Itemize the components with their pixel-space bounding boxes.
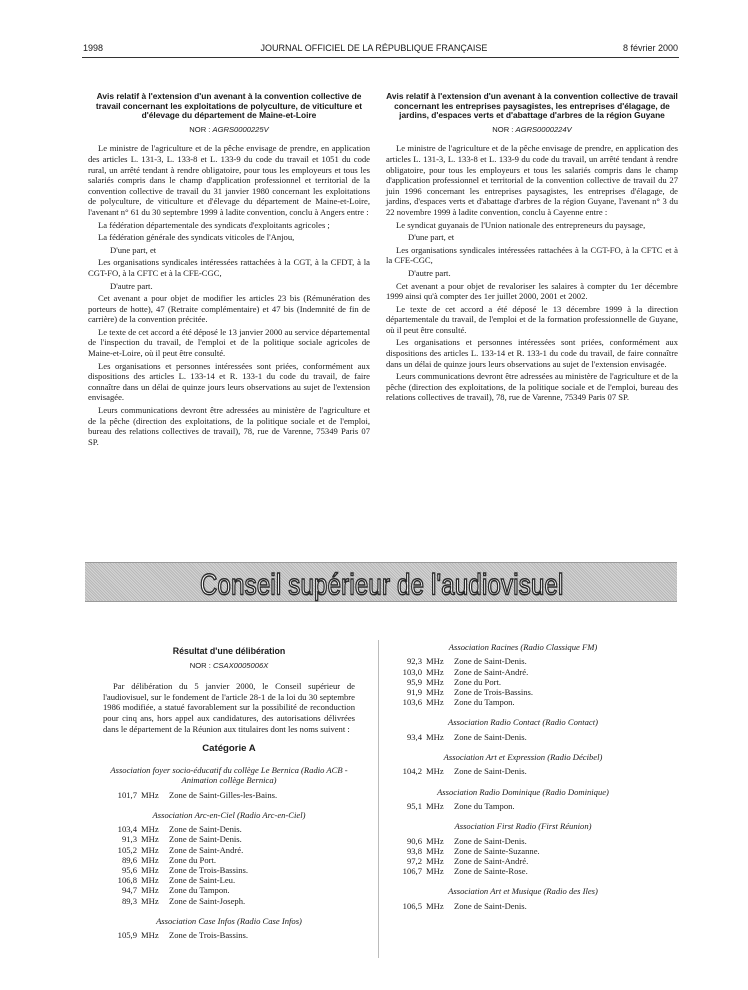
zone-name: Zone de Trois-Bassins. — [169, 864, 249, 875]
zone-name: Zone de Saint-André. — [454, 666, 529, 677]
paragraph: Le ministre de l'agriculture et de la pêche envisage de prendre, en application des articles L. 131-3, L. 133-8 et L. 133-9 du code du travail, un arrêté tendant à rendre obligatoire, pour tous les employeurs et tous les salariés compris dans le champ d'application professionnel et territorial de la convention collective de travail du 27 juin 1996 concernant les entreprises paysagistes, les entreprises d'élagage, de jardins, d'espaces verts et d'abattage d'arbres de la région Guyane, l'avenant n° 3 du 22 novembre 1999 à ladite convention, conclu à Cayenne entre : — [386, 143, 678, 217]
frequency-value: 106,7 — [402, 866, 422, 877]
frequency-value: 89,3 — [121, 895, 137, 906]
zone-name: Zone de Sainte-Suzanne. — [454, 845, 540, 856]
frequency-row — [388, 667, 658, 677]
frequency-value: 91,3 — [121, 834, 137, 845]
frequency-row — [388, 766, 658, 776]
frequency-unit: MHz — [141, 875, 159, 886]
autre-part: D'autre part. — [110, 280, 153, 291]
association-list — [388, 642, 658, 911]
section-banner — [85, 562, 677, 602]
article-maine-et-loire — [88, 92, 370, 449]
frequency-row — [388, 856, 658, 866]
csa-left-column — [103, 646, 355, 940]
zone-name: Zone du Port. — [454, 676, 502, 687]
frequency-unit: MHz — [426, 866, 444, 877]
nor-reference: NOR : AGRS0000225V — [189, 124, 269, 134]
zone-name: Zone de Saint-Denis. — [454, 731, 527, 742]
zone-name: Zone du Tampon. — [454, 801, 515, 812]
section-title: Conseil supérieur de l'audiovisuel — [200, 568, 564, 602]
frequency-row — [103, 855, 355, 865]
paragraph: Cet avenant a pour objet de modifier les articles 23 bis (Rémunération des porteurs de hotte), 47 (Retraite complémentaire) et 47 bis (Indemnité de fin de carrière) de la convention précitée. — [88, 293, 370, 325]
frequency-row — [388, 866, 658, 876]
zone-name: Zone de Saint-Denis. — [454, 900, 527, 911]
frequency-unit: MHz — [426, 845, 444, 856]
frequency-value: 105,2 — [117, 844, 137, 855]
paragraph: Cet avenant a pour objet de revaloriser les salaires à compter du 1er décembre 1999 ainsi qu'à compter des 1er juillet 2000, 2001 et 2002. — [386, 280, 678, 302]
frequency-value: 91,9 — [406, 687, 422, 698]
zone-name: Zone de Saint-André. — [454, 856, 529, 867]
csa-title: Résultat d'une délibération — [172, 646, 286, 656]
frequency-unit: MHz — [426, 856, 444, 867]
association-name: Association Art et Expression (Radio Décibel) — [443, 752, 603, 763]
frequency-value: 106,8 — [117, 875, 137, 886]
zone-name: Zone de Saint-Denis. — [454, 766, 527, 777]
frequency-value: 104,2 — [402, 766, 422, 777]
association-name: Association First Radio (First Réunion) — [454, 821, 592, 832]
zone-name: Zone de Sainte-Rose. — [454, 866, 528, 877]
zone-name: Zone de Saint-Denis. — [169, 834, 242, 845]
association-name: Association Art et Musique (Radio des Iles) — [448, 886, 598, 897]
zone-name: Zone du Port. — [169, 854, 217, 865]
paragraph: Le syndicat guyanais de l'Union nationale des entrepreneurs du paysage, — [396, 219, 646, 230]
zone-name: Zone de Saint-André. — [169, 844, 244, 855]
frequency-unit: MHz — [141, 854, 159, 865]
column-divider — [378, 640, 379, 958]
frequency-value: 103,6 — [402, 697, 422, 708]
paragraph: Leurs communications devront être adressées au ministère de l'agriculture et de la pêche (direction des exploitations, de la politique sociale et de l'emploi, bureau des relations collectives de travail), 78, rue de Varenne, 75349 Paris 07 SP. — [386, 371, 678, 403]
frequency-value: 101,7 — [117, 789, 137, 800]
csa-right-column — [388, 636, 658, 911]
frequency-row — [103, 790, 355, 800]
zone-name: Zone de Saint-Joseph. — [169, 895, 246, 906]
frequency-unit: MHz — [426, 801, 444, 812]
association-name: Association Radio Contact (Radio Contact) — [448, 717, 598, 728]
frequency-row — [388, 732, 658, 742]
une-part: D'une part, et — [110, 244, 157, 255]
article-guyane — [386, 92, 678, 405]
frequency-unit: MHz — [426, 731, 444, 742]
frequency-unit: MHz — [141, 895, 159, 906]
frequency-row — [103, 834, 355, 844]
frequency-value: 106,5 — [402, 900, 422, 911]
paragraph: Le texte de cet accord a été déposé le 13 janvier 2000 au service départemental de l'inspection du travail, de l'emploi et de la politique sociale agricoles de Maine-et-Loire, où il peut être consulté. — [88, 326, 370, 359]
frequency-row — [103, 896, 355, 906]
frequency-value: 93,8 — [406, 845, 422, 856]
association-list — [103, 765, 355, 941]
frequency-value: 95,9 — [406, 676, 422, 687]
frequency-value: 90,6 — [406, 835, 422, 846]
frequency-value: 95,6 — [121, 864, 137, 875]
page-number: 1998 — [83, 43, 104, 53]
frequency-row — [103, 824, 355, 834]
frequency-unit: MHz — [141, 824, 159, 835]
frequency-unit: MHz — [141, 834, 159, 845]
nor-reference: NOR : AGRS0000224V — [492, 124, 572, 134]
frequency-unit: MHz — [426, 666, 444, 677]
article-title: Avis relatif à l'extension d'un avenant à la convention collective de travail concernant les entreprises paysagistes, les entreprises d'élagage, de jardins, d'espaces verts et d'abattage d'arbres de la région Guyane — [386, 91, 678, 121]
zone-name: Zone du Tampon. — [169, 885, 230, 896]
zone-name: Zone de Saint-Denis. — [169, 824, 242, 835]
association-name: Association Arc-en-Ciel (Radio Arc-en-Ciel) — [152, 809, 306, 820]
frequency-unit: MHz — [141, 844, 159, 855]
zone-name: Zone de Trois-Bassins. — [454, 687, 534, 698]
frequency-row — [103, 885, 355, 895]
paragraph: Le texte de cet accord a été déposé le 13 décembre 1999 à la direction départementale du travail, de l'emploi et de la formation professionnelle de Guyane, où il peut être consulté. — [386, 303, 678, 335]
autre-part: D'autre part. — [408, 267, 451, 278]
paragraph: Les organisations et personnes intéressées sont priées, conformément aux dispositions des articles L. 133-14 et R. 133-1 du code du travail, de faire connaître dans un délai de quinze jours leurs observations au sujet de l'extension envisagée. — [88, 360, 370, 403]
frequency-row — [388, 687, 658, 697]
csa-intro: Par délibération du 5 janvier 2000, le Conseil supérieur de l'audiovisuel, sur le fondement de l'article 28-1 de la loi du 30 septembre 1986 modifiée, a statué favorablement sur la possibilité de reconduction pour cinq ans, hors appel aux candidatures, des autorisations délivrées dans le département de la Réunion aux titulaires dont les noms suivent : — [103, 681, 355, 734]
frequency-unit: MHz — [426, 687, 444, 698]
paragraph: La fédération générale des syndicats viticoles de l'Anjou, — [98, 232, 295, 243]
frequency-row — [103, 845, 355, 855]
category-heading: Catégorie A — [202, 743, 256, 755]
nor-reference: NOR : CSAX0005006X — [189, 660, 269, 670]
frequency-unit: MHz — [426, 676, 444, 687]
zone-name: Zone du Tampon. — [454, 697, 515, 708]
paragraph: Les organisations et personnes intéressées sont priées, conformément aux dispositions des articles L. 133-14 et R. 133-1 du code du travail, de faire connaître dans un délai de quinze jours leurs observations au sujet de l'extension envisagée. — [386, 337, 678, 369]
frequency-row — [388, 846, 658, 856]
paragraph: Les organisations syndicales intéressées rattachées à la CGT-FO, à la CFTC et à la CFE-CGC, — [386, 244, 678, 266]
frequency-row — [388, 656, 658, 666]
frequency-value: 103,0 — [402, 666, 422, 677]
frequency-value: 89,6 — [121, 854, 137, 865]
frequency-value: 93,4 — [406, 731, 422, 742]
journal-title: JOURNAL OFFICIEL DE LA RÉPUBLIQUE FRANÇAISE — [260, 43, 488, 53]
article-title: Avis relatif à l'extension d'un avenant à la convention collective de travail concernant les exploitations de polyculture, de viticulture et d'élevage du département de Maine-et-Loire — [95, 91, 363, 121]
frequency-row — [388, 836, 658, 846]
frequency-row — [388, 801, 658, 811]
frequency-row — [103, 865, 355, 875]
zone-name: Zone de Saint-Denis. — [454, 656, 527, 667]
page-header — [0, 43, 748, 57]
frequency-row — [388, 901, 658, 911]
frequency-row — [388, 697, 658, 707]
zone-name: Zone de Saint-Denis. — [454, 835, 527, 846]
paragraph: La fédération départementale des syndicats d'exploitants agricoles ; — [98, 219, 330, 230]
frequency-unit: MHz — [426, 656, 444, 667]
frequency-row — [388, 677, 658, 687]
frequency-value: 103,4 — [117, 824, 137, 835]
association-name: Association Case Infos (Radio Case Infos) — [156, 915, 302, 926]
frequency-row — [103, 930, 355, 940]
frequency-value: 92,3 — [406, 656, 422, 667]
frequency-unit: MHz — [141, 885, 159, 896]
frequency-row — [103, 875, 355, 885]
une-part: D'une part, et — [408, 232, 455, 243]
paragraph: Les organisations syndicales intéressées rattachées à la CGT, à la CFDT, à la CGT-FO, à la CFTC et à la CFE-CGC, — [88, 257, 370, 278]
association-name: Association foyer socio-éducatif du collège Le Bernica (Radio ACB - Animation collège Bernica) — [110, 764, 348, 786]
frequency-value: 94,7 — [121, 885, 137, 896]
frequency-value: 95,1 — [406, 801, 422, 812]
paragraph: Leurs communications devront être adressées au ministère de l'agriculture et de la pêche (direction des exploitations, de la politique sociale et de l'emploi, bureau des relations collectives de travail), 78, rue de Varenne, 75349 Paris 07 SP. — [88, 405, 370, 447]
zone-name: Zone de Saint-Leu. — [169, 875, 236, 886]
zone-name: Zone de Saint-Gilles-les-Bains. — [169, 789, 278, 800]
zone-name: Zone de Trois-Bassins. — [169, 930, 249, 941]
frequency-value: 97,2 — [406, 856, 422, 867]
frequency-unit: MHz — [426, 697, 444, 708]
frequency-unit: MHz — [141, 930, 159, 941]
paragraph: Le ministre de l'agriculture et de la pêche envisage de prendre, en application des articles L. 131-3, L. 133-8 et L. 133-9 du code du travail et 1051 du code rural, un arrêté tendant à rendre obligatoire, pour tous les employeurs et tous les salariés compris dans le champ d'application professionnel et territorial de la convention collective de travail du 31 janvier 1980 concernant les exploitations de polyculture, de viticulture et d'élevage du département de Maine-et-Loire, l'avenant n° 61 du 30 septembre 1999 à ladite convention, conclu à Angers entre : — [88, 143, 370, 217]
frequency-unit: MHz — [426, 835, 444, 846]
frequency-unit: MHz — [141, 789, 159, 800]
association-name: Association Racines (Radio Classique FM) — [448, 642, 598, 652]
association-name: Association Radio Dominique (Radio Dominique) — [437, 786, 609, 797]
issue-date: 8 février 2000 — [622, 43, 678, 53]
frequency-unit: MHz — [426, 766, 444, 777]
frequency-unit: MHz — [141, 864, 159, 875]
frequency-value: 105,9 — [117, 930, 137, 941]
frequency-unit: MHz — [426, 900, 444, 911]
header-rule — [82, 57, 679, 58]
